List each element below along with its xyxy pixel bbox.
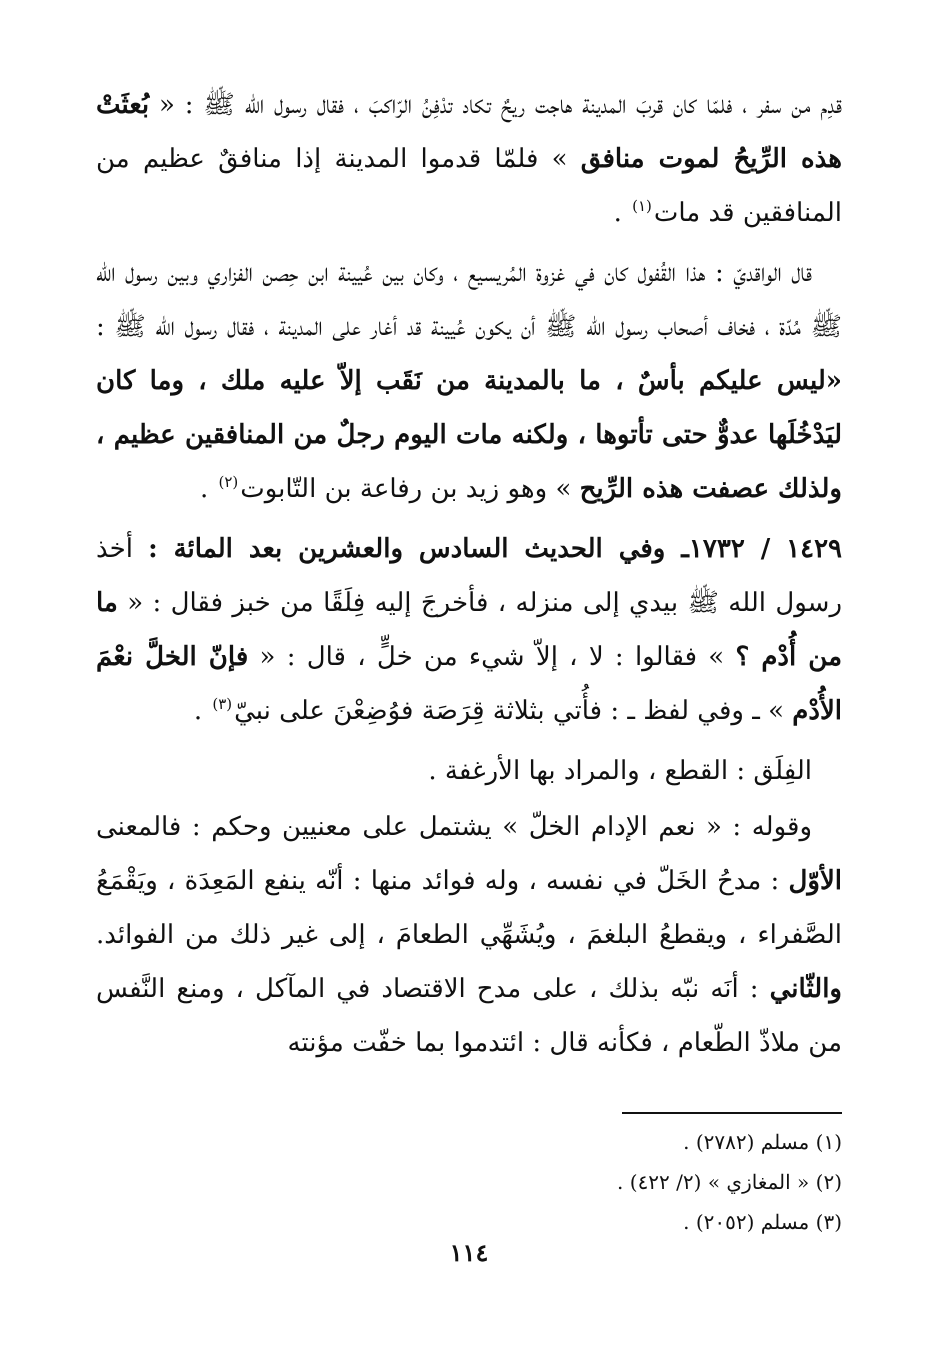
footnote-ref-3[interactable]: (٣) bbox=[212, 695, 233, 714]
footnote-1: (١) مسلم (٢٧٨٢) . bbox=[683, 1130, 842, 1154]
hadith-quote: فإنّ الخلَّ نعْمَ الأُدْم bbox=[96, 642, 842, 726]
paragraph-1 bbox=[96, 78, 842, 240]
paragraph-5 bbox=[96, 800, 842, 1070]
paragraph-2 bbox=[96, 246, 842, 516]
page-number: ١١٤ bbox=[449, 1238, 489, 1267]
text-run: قال الواقديّ : هذا القُفول كان في غزوة المُريسيع ، وكان بين عُيينة ابن حِصن الفزاري وبين رسول الله ﷺ مُدّة ، فخاف أصحاب رسول الله ﷺ أن يكون عُيينة قد أغار على المدينة ، فقال رسول الله ﷺ : bbox=[96, 258, 842, 342]
paragraph-4: الفِلَق : القطع ، والمراد بها الأرغفة . bbox=[428, 756, 812, 786]
text-run: . bbox=[193, 696, 211, 726]
text-run: قدِم من سفر ، فلمّا كان قربَ المدينة هاجت ريحٌ تكاد تدْفِنُ الرّاكبَ ، فقال رسول الله ﷺ : « bbox=[149, 90, 842, 120]
text-run: : مدحُ الخَلّ في نفسه ، وله فوائد منها : أنّه ينفع المَعِدَة ، ويَقْمَعُ الصَّفراء ، ويقطعُ البلغمَ ، ويُشَهِّي الطعامَ ، إلى غير ذلك من الفوائد. bbox=[96, 866, 842, 950]
footnotes bbox=[96, 1122, 842, 1242]
footnote-divider bbox=[622, 1112, 842, 1114]
footnote-ref-1[interactable]: (١) bbox=[632, 197, 652, 216]
text-run: أخذ رسول الله ﷺ بيدي إلى منزله ، فأخرجَ إليه فِلَقًا من خبز فقال : « bbox=[96, 534, 842, 618]
hadith-quote: ما من أُدْم ؟ bbox=[96, 588, 843, 672]
hadith-quote: «ليس عليكم بأسٌ ، ما بالمدينة من نَقَب إلاّ عليه ملك ، وما كان ليَدْخُلَها عدوٌّ حتى تأتوها ، ولكنه مات اليوم رجلٌ من المنافقين عظيم ، ولذلك عصفت هذه الرِّيح bbox=[96, 366, 842, 504]
text-run: » وهو زيد بن رفاعة بن التّابوت bbox=[240, 474, 580, 504]
emphasis-term: والثّاني bbox=[769, 974, 842, 1004]
text-run: . bbox=[613, 198, 631, 228]
text-run: وقوله : « نعم الإدام الخلّ » يشتمل على معنيين وحكم : فالمعنى bbox=[96, 812, 812, 842]
hadith-quote: بُعثَتْ هذه الرِّيحُ لموت منافق bbox=[96, 90, 842, 174]
text-run: » فقالوا : لا ، إلاّ شيء من خلٍّ ، قال : « bbox=[248, 642, 736, 672]
footnote-3: (٣) مسلم (٢٠٥٢) . bbox=[683, 1210, 842, 1234]
hadith-heading: ١٤٢٩ / ١٧٣٢ـ وفي الحديث السادس والعشرين بعد المائة : bbox=[148, 534, 842, 564]
text-run: : أنَه نبّه بذلك ، على مدح الاقتصاد في المآكل ، ومنع النَّفس من ملاذّ الطّعام ، فكأنه قال : ائتدموا بما خفّت مؤنته bbox=[96, 974, 842, 1058]
emphasis-term: الأوّل bbox=[788, 866, 842, 896]
paragraph-3 bbox=[96, 522, 842, 738]
text-run: » ـ وفي لفظ ـ : فأُتي بثلاثة قِرَصَة فوُضِعْنَ على نبيّ bbox=[234, 696, 793, 726]
text-run: » فلمّا قدموا المدينة إذا منافقٌ عظيم من المنافقين قد مات bbox=[96, 144, 842, 228]
footnote-2: (٢) « المغازي » (٢/ ٤٢٢) . bbox=[617, 1170, 842, 1194]
footnote-ref-2[interactable]: (٢) bbox=[218, 473, 239, 492]
text-run: . bbox=[199, 474, 217, 504]
